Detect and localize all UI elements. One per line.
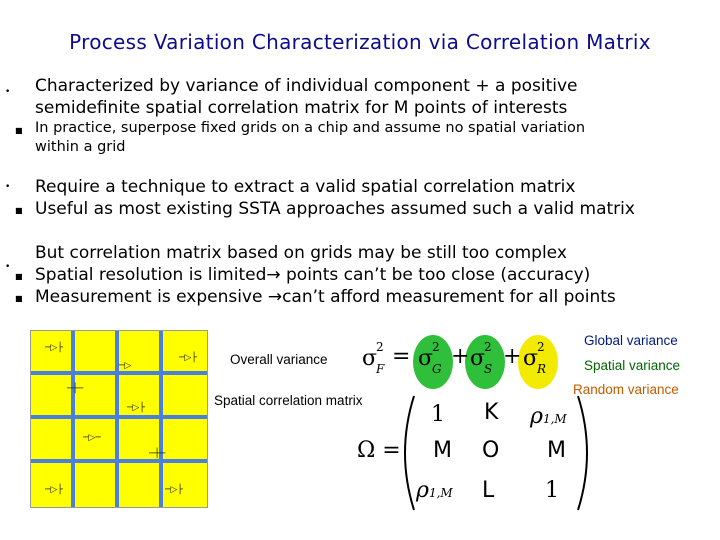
sigma-s-squared: σ 2 S	[470, 340, 493, 376]
bullet-1-sub-line-1: In practice, superpose fixed grids on a chip and assume no spatial variation	[35, 120, 586, 136]
global-variance-label: Global variance	[584, 333, 678, 348]
bullet-1-line-1: Characterized by variance of individual component + a positive	[35, 76, 578, 96]
bullet-3-sub-2: Measurement is expensive →can’t afford measurement for all points	[35, 287, 616, 307]
sub-bullet-square: ■	[15, 126, 23, 135]
matrix-cell-2-3: M	[547, 438, 566, 463]
bullet-1-sub-line-2: within a grid	[35, 139, 126, 155]
bullet-dot: •	[5, 87, 11, 97]
random-variance-label: Random variance	[573, 382, 679, 397]
sigma-g-squared: σ 2 G	[418, 340, 442, 376]
bullet-1-sub	[35, 119, 585, 157]
device-symbol-icon: ─▷├	[45, 485, 63, 495]
bullet-1-line-2: semidefinite spatial correlation matrix for M points of interests	[35, 98, 568, 118]
matrix-cell-2-2: O	[482, 438, 500, 463]
grid-line-horizontal	[31, 371, 207, 375]
matrix-cell-3-1: ρ1,M	[416, 478, 453, 503]
matrix-cell-1-1: 1	[431, 402, 445, 427]
bullet-1-text	[35, 75, 578, 119]
device-symbol-icon: ─▷	[119, 361, 132, 371]
slide-title: Process Variation Characterization via Correlation Matrix	[69, 30, 651, 54]
spatial-variance-label: Spatial variance	[584, 358, 681, 373]
bullet-2-sub: Useful as most existing SSTA approaches assumed such a valid matrix	[35, 199, 635, 219]
sub-bullet-square: ■	[15, 272, 23, 281]
grid-line-horizontal	[31, 415, 207, 419]
matrix-cell-2-1: M	[433, 438, 452, 463]
matrix-cell-3-3: 1	[545, 478, 559, 503]
bullet-2-text: Require a technique to extract a valid spatial correlation matrix	[35, 177, 576, 197]
matrix-cell-3-2: L	[482, 478, 495, 503]
device-symbol-icon: ─┼─	[67, 384, 84, 394]
grid-line-horizontal	[31, 459, 207, 463]
bullet-3-sub-1: Spatial resolution is limited→ points can’t be too close (accuracy)	[35, 265, 591, 285]
plus-sign: +	[503, 344, 522, 369]
bullet-3-text: But correlation matrix based on grids may be still too complex	[35, 243, 567, 263]
matrix-cell-1-2: K	[484, 400, 499, 425]
sigma-r-squared: σ 2 R	[523, 340, 547, 376]
sigma-f-squared: σ 2 F	[362, 340, 385, 376]
device-symbol-icon: ─▷├	[45, 343, 63, 353]
chip-grid-diagram	[30, 330, 208, 508]
overall-variance-label: Overall variance	[230, 352, 328, 367]
device-symbol-icon: ─┼─	[149, 449, 166, 459]
device-symbol-icon: ─▷├	[127, 403, 145, 413]
grid-line-vertical	[71, 331, 75, 507]
plus-sign: +	[451, 344, 470, 369]
device-symbol-icon: ─▷├	[179, 353, 197, 363]
grid-line-vertical	[159, 331, 163, 507]
matrix-cell-1-3: ρ1,M	[530, 404, 567, 429]
sub-bullet-square: ■	[15, 294, 23, 303]
left-paren	[405, 396, 414, 510]
device-symbol-icon: ─▷├	[165, 485, 183, 495]
right-paren	[578, 396, 587, 510]
bullet-dot: •	[5, 262, 11, 272]
sub-bullet-square: ■	[15, 206, 23, 215]
omega-equals: Ω =	[357, 438, 401, 463]
spatial-correlation-matrix-label: Spatial correlation matrix	[214, 393, 363, 408]
equals-sign: =	[392, 344, 411, 369]
bullet-dot: •	[5, 182, 11, 192]
grid-line-vertical	[115, 331, 119, 507]
device-symbol-icon: ─▷─	[83, 433, 101, 443]
